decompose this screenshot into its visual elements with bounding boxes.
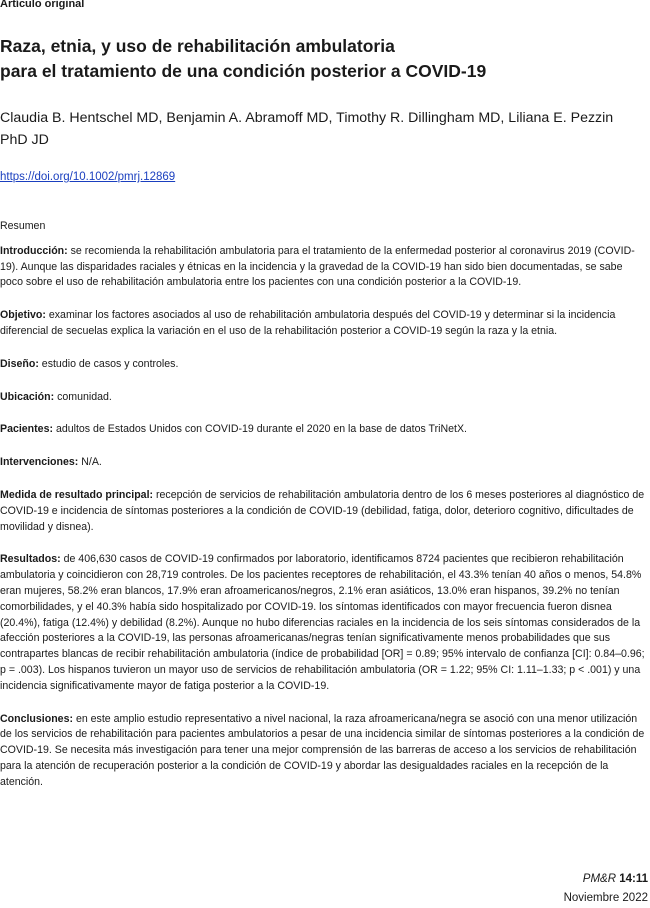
title-line: para el tratamiento de una condición posterior a COVID-19 [0, 61, 487, 81]
section-text: adultos de Estados Unidos con COVID-19 durante el 2020 en la base de datos TriNetX. [53, 423, 467, 436]
doi-link[interactable]: https://doi.org/10.1002/pmrj.12869 [0, 171, 176, 183]
author-list: Claudia B. Hentschel MD, Benjamin A. Abramoff MD, Timothy R. Dillingham MD, Liliana E. Pezzin PhD JD [0, 110, 614, 148]
section-label: Ubicación: [0, 390, 55, 403]
section-label: Introducción: [0, 244, 68, 257]
section-label: Conclusiones: [0, 712, 73, 725]
journal-name: PM&R [582, 873, 617, 885]
abstract-section-diseno [0, 357, 648, 373]
section-text: recepción de servicios de rehabilitación ambulatoria dentro de los 6 meses posteriores al diagnóstico de COVID-19 e incidencia de síntomas posteriores a la condición de COVID-19 (debilidad, fatiga, dolor, deterioro cognitivo, dificultades de movilidad y disnea). [0, 488, 645, 533]
section-label: Intervenciones: [0, 456, 79, 469]
abstract-heading: Resumen [0, 220, 46, 232]
abstract-section-medida [0, 488, 648, 535]
section-label: Resultados: [0, 553, 61, 566]
publication-date: Noviembre 2022 [563, 892, 648, 904]
section-text: en este amplio estudio representativo a nivel nacional, la raza afroamericana/negra se asoció con una menor utilización de los servicios de rehabilitación para pacientes ambulatorios a pesar de una incidencia similar de síntomas posteriores a la condición de COVID-19. Se necesita más investigación para tener una mejor comprensión de las barreras de acceso a los servicios de rehabilitación para la atención de recuperación posterior a la condición de COVID-19 y abordar las desigualdades raciales en la recepción de la atención. [0, 712, 645, 788]
section-label: Objetivo: [0, 309, 46, 322]
page-footer [564, 870, 648, 908]
abstract-section-objetivo [0, 308, 648, 340]
article-title [0, 34, 640, 84]
section-label: Diseño: [0, 357, 39, 370]
journal-citation [564, 870, 648, 889]
section-text: N/A. [78, 456, 102, 469]
section-text: de 406,630 casos de COVID-19 confirmados por laboratorio, identificamos 8724 pacientes que recibieron rehabilitación ambulatoria y coincidieron con 28,719 controles. De los pacientes receptores de rehabilitación, el 43.3% tenían 40 años o menos, 54.8% eran mujeres, 58.2% eran blancos, 17.9% eran afroamericanos/negros, 2.1% eran asiáticos, 13.0% eran hispanos, 39.2% no tenían comorbilidades, y el 40.3% había sido hospitalizado por COVID-19. los síntomas identificados con mayor frecuencia fueron disnea (20.4%), fatiga (12.4%) y debilidad (8.2%). Aunque no hubo diferencias raciales en la incidencia de los seis síntomas considerados de la afección posteriores a la COVID-19, las personas afroamericanas/negras tenían significativamente menos probabilidades que sus contrapartes blancas de recibir rehabilitación ambulatoria (índice de probabilidad [OR] = 0.89; 95% intervalo de confianza [CI]: 0.84–0.96; p = .003). Los hispanos tuvieron un mayor uso de servicios de rehabilitación ambulatoria (OR = 1.22; 95% CI: 1.11–1.33; p < .001) y una incidencia significativamente mayor de fatiga posterior a la COVID-19. [0, 553, 645, 692]
section-text: estudio de casos y controles. [38, 357, 179, 370]
abstract-section-pacientes [0, 422, 648, 438]
section-text: se recomienda la rehabilitación ambulatoria para el tratamiento de la enfermedad posterior al coronavirus 2019 (COVID-19). Aunque las disparidades raciales y étnicas en la incidencia y la gravedad de la COVID-19 han sido bien documentadas, se sabe poco sobre el uso de rehabilitación ambulatoria entre los pacientes con una condición posterior a la COVID-19. [0, 244, 635, 289]
section-text: comunidad. [54, 390, 112, 403]
section-label: Pacientes: [0, 423, 53, 436]
abstract-section-introduccion [0, 244, 648, 291]
section-text: examinar los factores asociados al uso de rehabilitación ambulatoria después del COVID-19 y determinar si la incidencia diferencial de secuelas explica la variación en el uso de la rehabilitación posterior a COVID-19 según la raza y la etnia. [0, 309, 616, 337]
abstract-section-conclusiones [0, 712, 648, 791]
section-label: Medida de resultado principal: [0, 488, 154, 501]
abstract-section-intervenciones [0, 455, 648, 471]
abstract [0, 219, 648, 808]
title-line: Raza, etnia, y uso de rehabilitación ambulatoria [0, 36, 395, 56]
journal-volume: 14:11 [619, 873, 648, 885]
abstract-section-ubicacion [0, 390, 648, 406]
abstract-section-resultados [0, 552, 648, 694]
article-type: Artículo original [0, 0, 85, 10]
